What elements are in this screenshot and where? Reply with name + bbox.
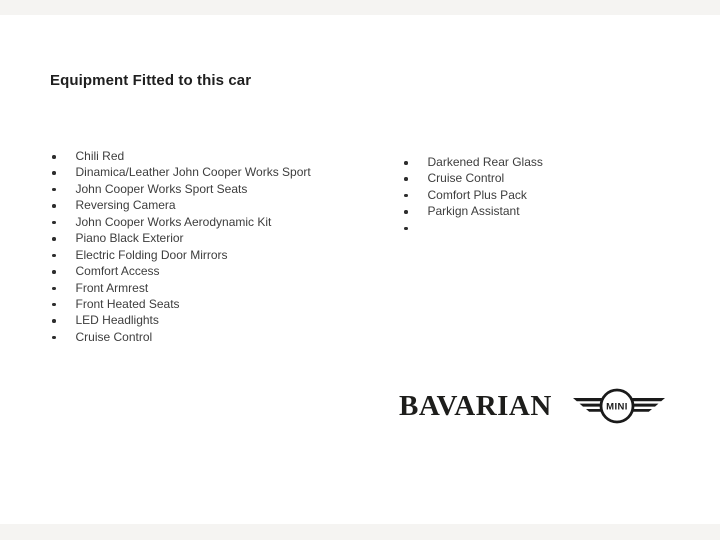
- bullet-icon: [404, 194, 408, 198]
- equipment-item-label: Cruise Control: [75, 329, 153, 344]
- top-band: [0, 0, 720, 15]
- equipment-item-label: Comfort Plus Pack: [427, 187, 527, 202]
- equipment-item-label: John Cooper Works Aerodynamic Kit: [75, 214, 272, 229]
- bullet-icon: [404, 227, 408, 231]
- equipment-item-label: Cruise Control: [427, 171, 505, 186]
- equipment-item: [52, 149, 382, 165]
- equipment-item: [404, 171, 684, 187]
- equipment-list-left: [52, 149, 382, 346]
- bullet-icon: [52, 237, 56, 241]
- bullet-icon: [52, 254, 56, 258]
- bullet-icon: [52, 319, 56, 323]
- bullet-icon: [52, 171, 56, 175]
- bullet-icon: [52, 155, 56, 159]
- equipment-item: [52, 281, 382, 297]
- equipment-item-label: LED Headlights: [75, 313, 159, 328]
- bullet-icon: [404, 210, 408, 214]
- mini-logo-text: MINI: [606, 401, 628, 413]
- equipment-item: [52, 264, 382, 280]
- bullet-icon: [52, 204, 56, 208]
- equipment-item: [52, 231, 382, 247]
- equipment-item-label: Piano Black Exterior: [75, 231, 184, 246]
- equipment-item: [52, 248, 382, 264]
- equipment-item: [404, 155, 684, 171]
- equipment-item-label: Electric Folding Door Mirrors: [75, 247, 228, 262]
- equipment-item-label: Chili Red: [75, 149, 125, 163]
- equipment-item-label: John Cooper Works Sport Seats: [75, 181, 248, 196]
- equipment-item: [404, 188, 684, 204]
- equipment-item: [52, 182, 382, 198]
- equipment-item-label: Comfort Access: [75, 264, 160, 279]
- bullet-icon: [52, 287, 56, 291]
- equipment-item-label: Front Heated Seats: [75, 296, 180, 311]
- equipment-item: [52, 313, 382, 329]
- equipment-item: [52, 165, 382, 181]
- bullet-icon: [52, 221, 56, 225]
- equipment-item-label: Darkened Rear Glass: [427, 155, 543, 169]
- bullet-icon: [52, 303, 56, 307]
- equipment-item: [404, 221, 684, 237]
- bullet-icon: [52, 336, 56, 340]
- page-title: Equipment Fitted to this car: [50, 72, 252, 89]
- equipment-item-label: Dinamica/Leather John Cooper Works Sport: [75, 165, 311, 180]
- bullet-icon: [52, 188, 56, 192]
- equipment-item-label: Parkign Assistant: [427, 204, 520, 219]
- equipment-item: [404, 204, 684, 220]
- equipment-item: [52, 198, 382, 214]
- bullet-icon: [52, 270, 56, 274]
- bottom-band: [0, 524, 720, 540]
- bullet-icon: [404, 177, 408, 181]
- equipment-item: [52, 215, 382, 231]
- equipment-item-label: Reversing Camera: [75, 198, 176, 213]
- equipment-item-label: Front Armrest: [75, 280, 149, 295]
- dealer-logo-bavarian: BAVARIAN: [399, 390, 552, 422]
- equipment-item: [52, 330, 382, 346]
- mini-wings-logo-icon: [571, 382, 667, 430]
- equipment-item: [52, 297, 382, 313]
- bullet-icon: [404, 161, 408, 165]
- equipment-list-right: [404, 155, 684, 237]
